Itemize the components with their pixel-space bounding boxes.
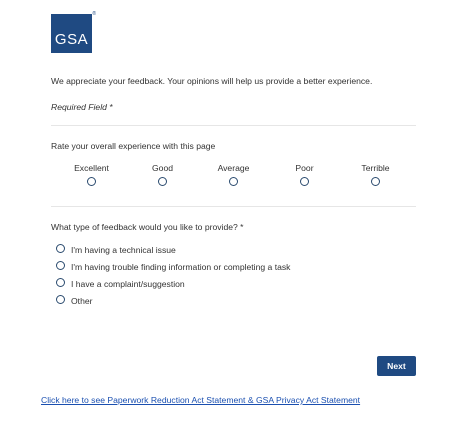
feedback-radio[interactable]: [56, 278, 65, 287]
feedback-option-complaint[interactable]: [56, 275, 290, 292]
divider: [51, 206, 416, 207]
feedback-type-options: [56, 241, 290, 309]
feedback-type-question: What type of feedback would you like to provide? *: [51, 222, 244, 232]
feedback-option-other[interactable]: [56, 292, 290, 309]
intro-text: We appreciate your feedback. Your opinions will help us provide a better experience.: [51, 76, 373, 86]
rating-radio-good[interactable]: [158, 177, 167, 186]
rating-label: Average: [217, 163, 250, 173]
rating-radio-excellent[interactable]: [87, 177, 96, 186]
logo-text: GSA: [54, 31, 89, 48]
feedback-radio[interactable]: [56, 295, 65, 304]
feedback-option-finding-info[interactable]: [56, 258, 290, 275]
feedback-option-technical[interactable]: [56, 241, 290, 258]
rating-label: Terrible: [361, 163, 390, 173]
rating-label: Poor: [295, 163, 314, 173]
rating-option-excellent[interactable]: [56, 163, 127, 186]
feedback-option-label[interactable]: Other: [71, 295, 93, 306]
gsa-logo: [51, 11, 96, 53]
rating-option-average[interactable]: [198, 163, 269, 186]
privacy-act-link[interactable]: Click here to see Paperwork Reduction Act Statement & GSA Privacy Act Statement: [41, 395, 361, 405]
rating-radio-poor[interactable]: [300, 177, 309, 186]
rating-label: Excellent: [74, 163, 109, 173]
rating-option-terrible[interactable]: [340, 163, 411, 186]
next-button[interactable]: Next: [377, 356, 416, 376]
registered-mark: ®: [92, 11, 96, 17]
feedback-option-label[interactable]: I'm having trouble finding information or completing a task: [71, 261, 291, 272]
required-field-note: Required Field *: [51, 102, 113, 112]
rating-option-poor[interactable]: [269, 163, 340, 186]
feedback-radio[interactable]: [56, 261, 65, 270]
rating-label: Good: [151, 163, 174, 173]
feedback-option-label[interactable]: I have a complaint/suggestion: [71, 278, 185, 289]
rating-radio-terrible[interactable]: [371, 177, 380, 186]
divider: [51, 125, 416, 126]
rating-question: Rate your overall experience with this page: [51, 141, 216, 151]
rating-radio-average[interactable]: [229, 177, 238, 186]
feedback-option-label[interactable]: I'm having a technical issue: [71, 244, 176, 255]
rating-option-good[interactable]: [127, 163, 198, 186]
feedback-radio[interactable]: [56, 244, 65, 253]
rating-options: [56, 163, 411, 186]
